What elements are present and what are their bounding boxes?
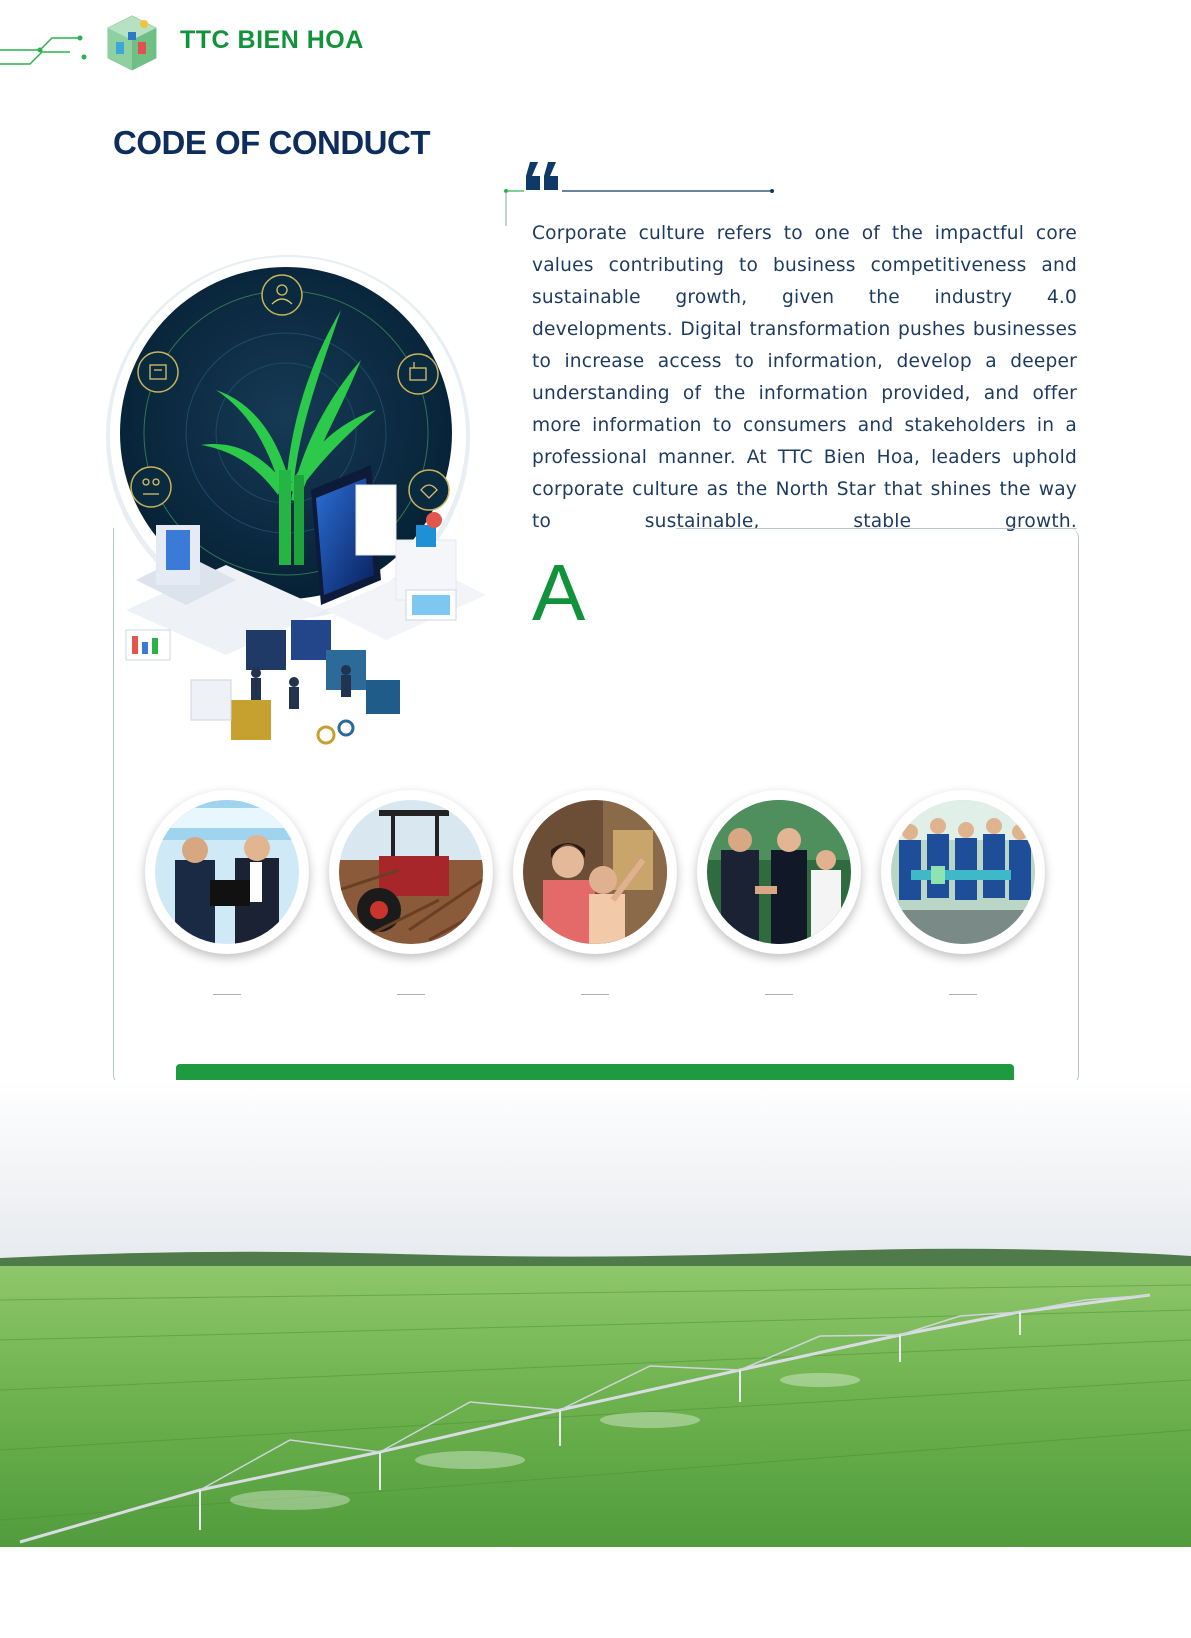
drop-cap: A [532,548,586,637]
building-cube-logo-icon [104,12,160,74]
sugarcane-field-irrigation-image [0,1080,1191,1560]
digital-sugarcane-illustration [96,250,496,780]
quote-body-text: Corporate culture refers to one of the impactful core values contributing to business competitiveness and sustainable growth, given the industry 4.0 developments. Digital transformation pushes businesses to increase access to information, develop a deeper understanding of the information provided, and offer more information to consumers and stakeholders in a professional manner. At TTC Bien Hoa, leaders uphold corporate culture as the North Star that shines the way to sustainable, stable growth. [532,223,1077,532]
section-title: CODE OF CONDUCT [113,124,430,161]
brand-name: TTC BIEN HOA [180,26,364,54]
business-handshake-photo [697,790,861,954]
photo-caption-dash [397,994,425,995]
circuit-line-icon [0,30,100,70]
women-at-exhibit-photo [513,790,677,954]
photo-caption-dash [949,994,977,995]
photo-caption-dash [581,994,609,995]
volunteers-group-photo [881,790,1045,954]
photo-caption-dash [765,994,793,995]
frame-top-line [676,528,1077,529]
sugarcane-harvester-photo [329,790,493,954]
photo-caption-dash [213,994,241,995]
signing-ceremony-photo [145,790,309,954]
